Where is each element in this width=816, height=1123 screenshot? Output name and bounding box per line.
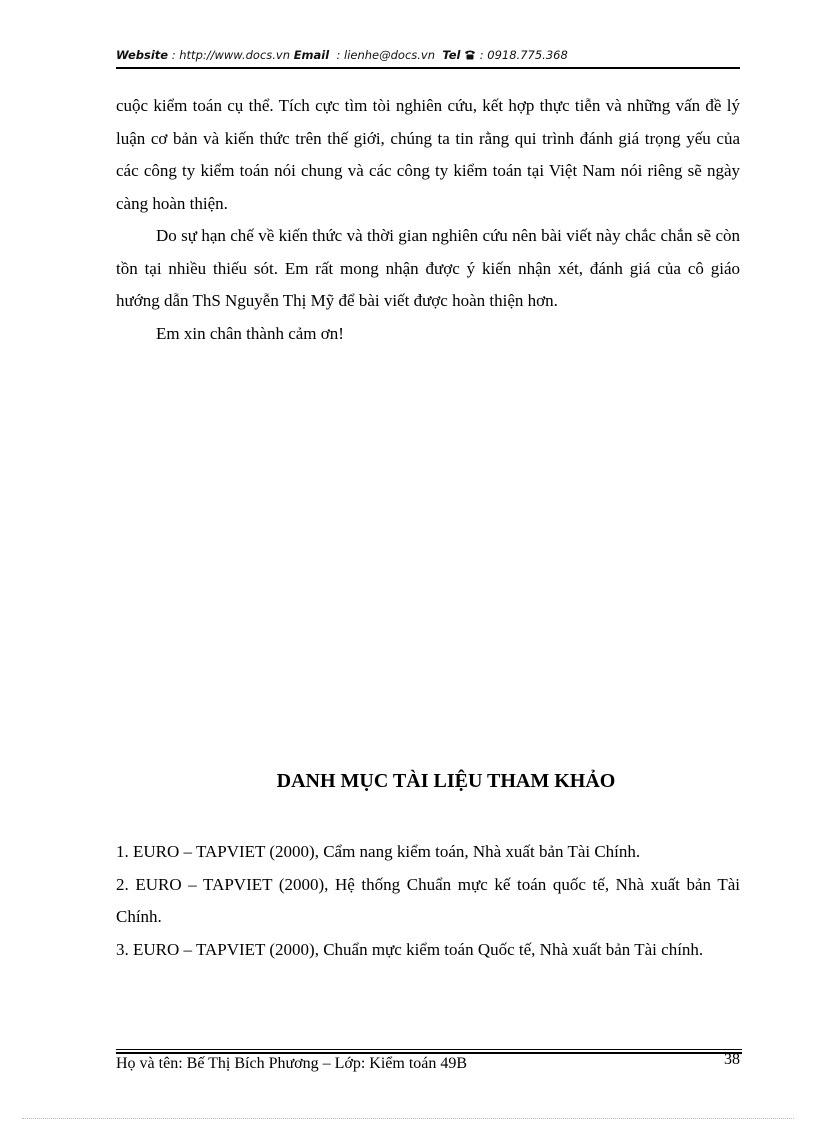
reference-item: 3. EURO – TAPVIET (2000), Chuẩn mực kiểm toán Quốc tế, Nhà xuất bản Tài chính. [116,939,704,959]
footer-author: Họ và tên: Bế Thị Bích Phương – Lớp: Kiểm toán 49B [116,1055,468,1072]
email-label: Email [293,48,330,62]
page-number: 38 [724,1051,740,1068]
website-value: : http://www.docs.vn [168,48,294,62]
tel-value: : 0918.775.368 [476,48,568,62]
header-rule [116,67,740,69]
tel-label: Tel [442,48,461,62]
paragraph-2: Do sự hạn chế về kiến thức và thời gian nghiên cứu nên bài viết này chắc chắn sẽ còn tồn tại nhiều thiếu sót. Em rất mong nhận được ý kiến nhận xét, đánh giá của cô giáo hướng dẫn ThS Nguyễn Thị Mỹ để bài viết được hoàn thiện hơn. [116,226,740,310]
footer-rule-thick [116,1052,742,1054]
website-label: Website [116,48,169,62]
paragraph-3: Em xin chân thành cảm ơn! [156,323,344,343]
footer-rule-thin [116,1049,742,1050]
telephone-icon [464,49,476,60]
references-list [116,836,740,966]
email-value: : lienhe@docs.vn [329,48,443,62]
page-edge-divider [22,1118,794,1119]
reference-item: 2. EURO – TAPVIET (2000), Hệ thống Chuẩn mực kế toán quốc tế, Nhà xuất bản Tài Chính. [116,874,740,926]
references-title: DANH MỤC TÀI LIỆU THAM KHẢO [276,770,616,792]
body-text [116,90,740,350]
page-header [116,48,740,68]
paragraph-1: cuộc kiểm toán cụ thể. Tích cực tìm tòi nghiên cứu, kết hợp thực tiễn và những vấn đề lý luận cơ bản và kiến thức trên thế giới, chúng ta tin rằng qui trình đánh giá trọng yếu của các công ty kiểm toán nói chung và các công ty kiểm toán tại Việt Nam nói riêng sẽ ngày càng hoàn thiện. [116,96,740,213]
reference-item: 1. EURO – TAPVIET (2000), Cẩm nang kiểm toán, Nhà xuất bản Tài Chính. [116,842,641,861]
